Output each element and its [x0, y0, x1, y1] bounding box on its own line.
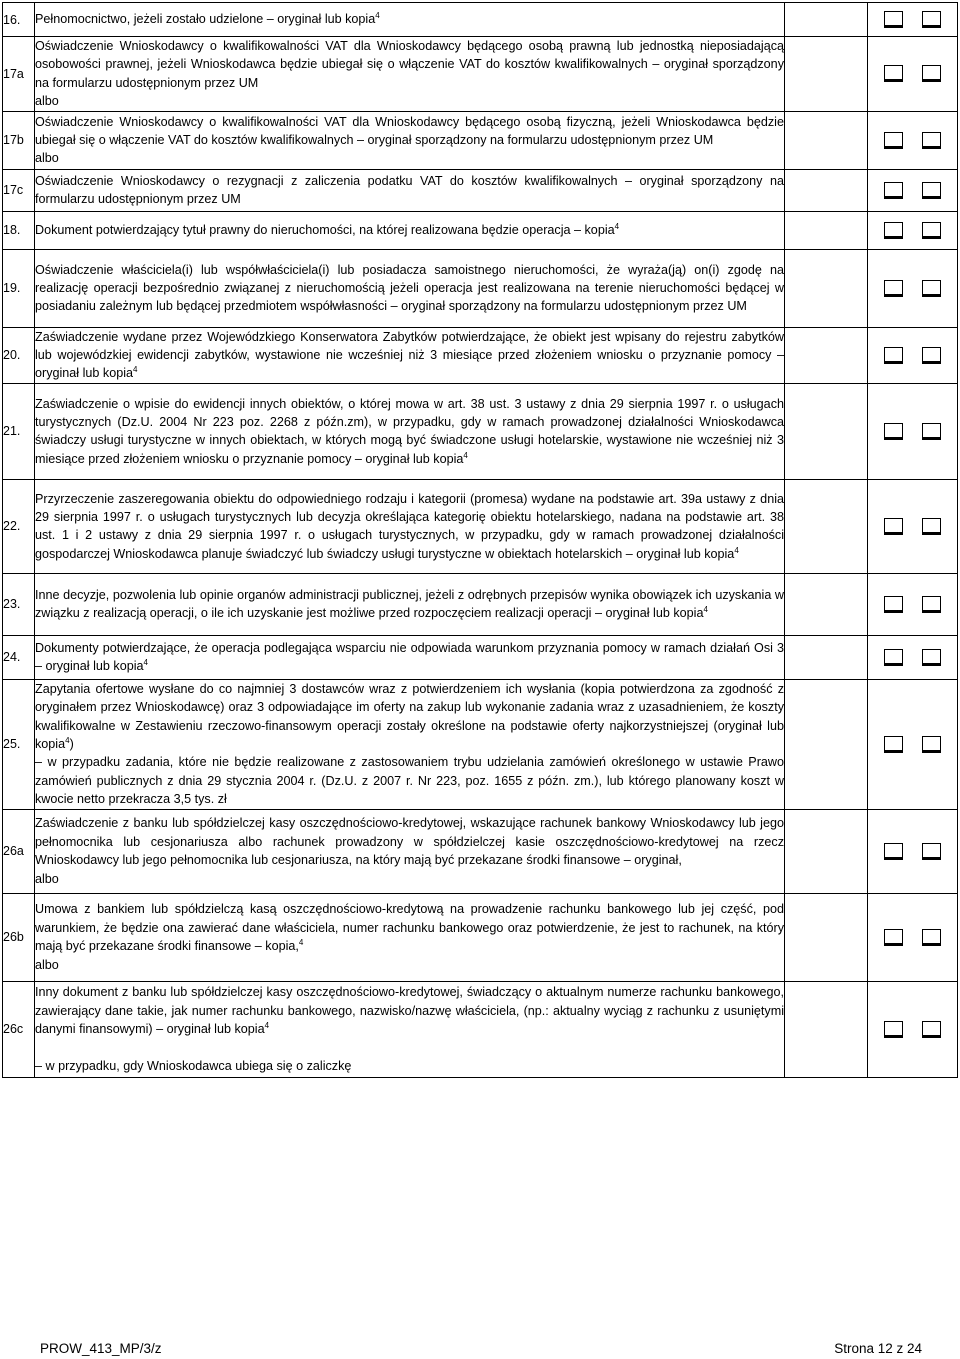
row-description — [35, 635, 785, 679]
checkbox-no[interactable] — [922, 596, 941, 613]
row-number: 18. — [3, 211, 35, 249]
row-paragraph — [35, 261, 784, 316]
checkbox-yes[interactable] — [884, 347, 903, 364]
table-row — [3, 893, 958, 981]
row-description — [35, 211, 785, 249]
checkbox-yes[interactable] — [884, 843, 903, 860]
row-paragraph — [35, 221, 784, 239]
row-number: 24. — [3, 635, 35, 679]
row-paragraph — [35, 753, 784, 808]
checkbox-no[interactable] — [922, 280, 941, 297]
footnote-marker: 4 — [463, 450, 468, 460]
row-description — [35, 383, 785, 479]
row-paragraph — [35, 956, 784, 974]
checkbox-pair — [868, 929, 957, 946]
paragraph-text: Inne decyzje, pozwolenia lub opinie organów administracji publicznej, jeżeli z odrębnych przepisów wynika obowiązek ich uzyskania w związku z realizacją operacji, o ile ich uzyskanie jest możliwe przed rozpoczęciem realizacji operacji – oryginał lub kopia — [35, 587, 784, 621]
table-row — [3, 981, 958, 1077]
checkbox-no[interactable] — [922, 222, 941, 239]
row-description — [35, 37, 785, 112]
checkbox-no[interactable] — [922, 736, 941, 753]
paragraph-text: albo — [35, 94, 59, 109]
paragraph-text: Oświadczenie Wnioskodawcy o rezygnacji z zaliczenia podatku VAT do kosztów kwalifikowalnych – oryginał sporządzony na formularzu udostępnionym przez UM — [35, 173, 784, 207]
table-row — [3, 3, 958, 37]
checkbox-cell — [868, 37, 958, 112]
status-cell — [785, 809, 868, 893]
row-number: 17a — [3, 37, 35, 112]
checkbox-yes[interactable] — [884, 132, 903, 149]
row-number: 19. — [3, 249, 35, 327]
row-number: 16. — [3, 3, 35, 37]
table-row — [3, 37, 958, 112]
footnote-marker: 4 — [65, 735, 70, 745]
row-description — [35, 679, 785, 809]
row-paragraph — [35, 1038, 784, 1056]
row-description — [35, 809, 785, 893]
checkbox-pair — [868, 1021, 957, 1038]
checkbox-cell — [868, 169, 958, 211]
row-number: 26a — [3, 809, 35, 893]
attachments-table-body — [3, 3, 958, 1078]
table-row — [3, 111, 958, 169]
paragraph-text: Zapytania ofertowe wysłane do co najmniej 3 dostawców wraz z potwierdzeniem ich wysłania (kopia potwierdzona za zgodność z oryginałem przez Wnioskodawcę) oraz 3 odpowiadające im oferty na zakup lub wykonanie zadania wraz z uzasadnieniem, że koszty kwalifikowalne w Zestawieniu rzeczowo-finansowym operacji zostały określone na podstawie oferty najkorzystniejszej (oryginał lub kopia — [35, 681, 784, 752]
checkbox-pair — [868, 182, 957, 199]
footer-document-code: PROW_413_MP/3/z — [40, 1341, 162, 1356]
checkbox-cell — [868, 679, 958, 809]
checkbox-no[interactable] — [922, 929, 941, 946]
paragraph-text: Zaświadczenie wydane przez Wojewódzkiego Konserwatora Zabytków potwierdzające, że obiekt jest wpisany do rejestru zabytków lub wojewódzkiej ewidencji zabytków, wystawione nie wcześniej niż 3 miesiące przed złożeniem wniosku o przyznanie pomocy – oryginał lub kopia — [35, 329, 784, 381]
row-number: 22. — [3, 479, 35, 573]
footnote-marker: 4 — [298, 938, 304, 947]
row-paragraph — [35, 983, 784, 1038]
checkbox-no[interactable] — [922, 649, 941, 666]
footer-page-number: Strona 12 z 24 — [834, 1341, 922, 1356]
checkbox-pair — [868, 423, 957, 440]
status-cell — [785, 635, 868, 679]
footnote-marker: 4 — [264, 1020, 270, 1030]
checkbox-cell — [868, 3, 958, 37]
table-row — [3, 169, 958, 211]
row-paragraph — [35, 113, 784, 150]
footnote-marker: 4 — [734, 545, 739, 555]
paragraph-text: Dokument potwierdzający tytuł prawny do nieruchomości, na której realizowana będzie operacja – kopia — [35, 222, 615, 237]
checkbox-cell — [868, 479, 958, 573]
row-paragraph — [35, 328, 784, 383]
checkbox-yes[interactable] — [884, 649, 903, 666]
checkbox-cell — [868, 635, 958, 679]
status-cell — [785, 3, 868, 37]
checkbox-pair — [868, 736, 957, 753]
row-paragraph — [35, 586, 784, 623]
row-paragraph — [35, 10, 784, 28]
checkbox-cell — [868, 211, 958, 249]
row-description — [35, 169, 785, 211]
checkbox-no[interactable] — [922, 843, 941, 860]
checkbox-no[interactable] — [922, 132, 941, 149]
row-number: 23. — [3, 573, 35, 635]
table-row — [3, 383, 958, 479]
checkbox-yes[interactable] — [884, 11, 903, 28]
row-paragraph — [35, 149, 784, 167]
checkbox-yes[interactable] — [884, 736, 903, 753]
paragraph-text: Oświadczenie Wnioskodawcy o kwalifikowalności VAT dla Wnioskodawcy będącego osobą prawną lub jednostką nieposiadającą osobowości prawnej, jeżeli Wnioskodawca będzie ubiegał się o włączenie VAT do kosztów kwalifikowalnych – oryginał sporządzony na formularzu udostępnionym przez UM — [35, 39, 784, 90]
status-cell — [785, 573, 868, 635]
checkbox-yes[interactable] — [884, 222, 903, 239]
attachments-table — [2, 2, 958, 1078]
checkbox-pair — [868, 280, 957, 297]
checkbox-pair — [868, 65, 957, 82]
row-description — [35, 327, 785, 383]
row-paragraph — [35, 490, 784, 564]
row-paragraph — [35, 37, 784, 92]
row-paragraph — [35, 814, 784, 869]
status-cell — [785, 981, 868, 1077]
row-description — [35, 981, 785, 1077]
checkbox-no[interactable] — [922, 65, 941, 82]
status-cell — [785, 327, 868, 383]
paragraph-text: albo — [35, 151, 59, 166]
checkbox-pair — [868, 222, 957, 239]
status-cell — [785, 249, 868, 327]
row-paragraph — [35, 900, 784, 955]
row-paragraph — [35, 92, 784, 110]
footnote-marker: 4 — [133, 365, 138, 375]
table-row — [3, 679, 958, 809]
row-description — [35, 249, 785, 327]
row-paragraph — [35, 639, 784, 676]
checkbox-cell — [868, 981, 958, 1077]
row-description — [35, 111, 785, 169]
footnote-marker: 4 — [614, 221, 620, 231]
checkbox-no[interactable] — [922, 518, 941, 535]
row-number: 26c — [3, 981, 35, 1077]
status-cell — [785, 679, 868, 809]
row-number: 17b — [3, 111, 35, 169]
checkbox-yes[interactable] — [884, 518, 903, 535]
checkbox-no[interactable] — [922, 11, 941, 28]
paragraph-text: Oświadczenie właściciela(i) lub współwłaściciela(i) lub posiadacza samoistnego nieruchomości, że wyraża(ją) on(i) zgodę na realizację operacji bezpośrednio związanej z nieruchomością jeżeli operacja jest realizowana na terenie nieruchomości będącej w posiadaniu zależnym lub będącej przedmiotem współwłasności – oryginał sporządzony na formularzu udostępnionym przez UM — [35, 262, 784, 314]
paragraph-text: – w przypadku, gdy Wnioskodawca ubiega się o zaliczkę — [35, 1058, 352, 1073]
paragraph-text: Zaświadczenie o wpisie do ewidencji innych obiektów, o której mowa w art. 38 ust. 3 ustawy z dnia 29 sierpnia 1997 r. o usługach turystycznych (Dz.U. 2004 Nr 223 poz. 2268 z późn.zm), w przypadku, gdy w ramach prowadzonej działalności Wnioskodawca świadczy usługi turystyczne w innych obiektach, w których mogą być świadczone usługi hotelarskie, wystawione nie wcześniej niż 3 miesiące przed złożeniem wniosku o przyznanie pomocy – oryginał lub kopia — [35, 396, 784, 466]
checkbox-yes[interactable] — [884, 1021, 903, 1038]
row-description — [35, 893, 785, 981]
checkbox-pair — [868, 596, 957, 613]
row-paragraph — [35, 172, 784, 209]
checkbox-yes[interactable] — [884, 182, 903, 199]
checkbox-cell — [868, 573, 958, 635]
checkbox-no[interactable] — [922, 423, 941, 440]
paragraph-text: Umowa z bankiem lub spółdzielczą kasą oszczędnościowo-kredytową na prowadzenie rachunku bankowego lub jej część, pod warunkiem, że będzie ona zawierać dane właściciela, numer rachunku bankowego oraz potwierdzenie, że jest to rachunek, na który mają być przekazane środki finansowe – kopia, — [35, 902, 784, 954]
footnote-marker: 4 — [375, 11, 380, 21]
checkbox-pair — [868, 347, 957, 364]
checkbox-no[interactable] — [922, 1021, 941, 1038]
footnote-marker: 4 — [703, 605, 708, 615]
status-cell — [785, 893, 868, 981]
checkbox-cell — [868, 893, 958, 981]
table-row — [3, 327, 958, 383]
row-paragraph — [35, 1057, 784, 1075]
paragraph-text: Inny dokument z banku lub spółdzielczej kasy oszczędnościowo-kredytowej, świadczący o aktualnym numerze rachunku bankowego, zawierający dane takie, jak numer rachunku bankowego, nazwisko/nazwę właściciela, (np.: aktualny wyciąg z rachunku z usuniętymi danymi finansowymi) – oryginał lub kopia — [35, 985, 784, 1036]
status-cell — [785, 111, 868, 169]
paragraph-text: albo — [35, 871, 59, 886]
row-number: 25. — [3, 679, 35, 809]
checkbox-pair — [868, 518, 957, 535]
paragraph-text: Oświadczenie Wnioskodawcy o kwalifikowalności VAT dla Wnioskodawcy będącego osobą fizyczną, jeżeli Wnioskodawca będzie ubiegał się o włączenie VAT do kosztów kwalifikowalnych – oryginał sporządzony na formularzu udostępnionym przez UM — [35, 114, 784, 147]
table-row — [3, 809, 958, 893]
row-description — [35, 3, 785, 37]
checkbox-yes[interactable] — [884, 280, 903, 297]
status-cell — [785, 37, 868, 112]
status-cell — [785, 383, 868, 479]
paragraph-text: – w przypadku zadania, które nie będzie realizowane z zastosowaniem trybu udzielania zamówień określonego w ustawie Prawo zamówień publicznych z dnia 29 stycznia 2004 r. (Dz.U. z 2007 r. Nr 223, poz. 1655 z późn. zm.), lub którego planowany koszt w kwocie netto przekracza 3,5 tys. zł — [35, 755, 784, 807]
paragraph-text: Dokumenty potwierdzające, że operacja podlegająca wsparciu nie odpowiada warunkom przyznania pomocy w ramach działań Osi 3 – oryginał lub kopia — [35, 640, 784, 674]
table-row — [3, 479, 958, 573]
paragraph-text: Przyrzeczenie zaszeregowania obiektu do odpowiedniego rodzaju i kategorii (promesa) wydane na podstawie art. 39a ustawy z dnia 29 sierpnia 1997 r. o usługach turystycznych lub decyzja określająca kategorię obiektu hotelarskiego, nadana na podstawie art. 38 ust. 1 i 2 ustawy z dnia 29 sierpnia 1997 r. o usługach turystycznych, w przypadku, gdy w ramach prowadzonej działalności gospodarczej Wnioskodawca planuje świadczyć lub świadczy usługi turystyczne w obiektach hotelarskich – oryginał lub kopia — [35, 491, 784, 561]
paragraph-text: Zaświadczenie z banku lub spółdzielczej kasy oszczędnościowo-kredytowej, wskazujące rachunek bankowy Wnioskodawcy lub jego pełnomocnika lub cesjonariusza albo rachunek prowadzony w spółdzielczej kasie oszczędnościowo-kredytowej na rzecz Wnioskodawcy lub jego pełnomocnika lub cesjonariusza, na który mają być przekazane środki finansowe – oryginał, — [35, 816, 784, 868]
checkbox-cell — [868, 383, 958, 479]
row-number: 26b — [3, 893, 35, 981]
table-row — [3, 249, 958, 327]
checkbox-yes[interactable] — [884, 65, 903, 82]
checkbox-cell — [868, 327, 958, 383]
checkbox-no[interactable] — [922, 182, 941, 199]
row-number: 21. — [3, 383, 35, 479]
table-row — [3, 211, 958, 249]
checkbox-cell — [868, 809, 958, 893]
table-row — [3, 635, 958, 679]
checkbox-pair — [868, 843, 957, 860]
checkbox-yes[interactable] — [884, 596, 903, 613]
checkbox-pair — [868, 11, 957, 28]
row-paragraph — [35, 870, 784, 888]
checkbox-cell — [868, 249, 958, 327]
checkbox-pair — [868, 132, 957, 149]
paragraph-text: Pełnomocnictwo, jeżeli zostało udzielone – oryginał lub kopia — [35, 12, 376, 27]
status-cell — [785, 211, 868, 249]
paragraph-text: albo — [35, 957, 59, 972]
status-cell — [785, 169, 868, 211]
footnote-marker: 4 — [143, 658, 148, 668]
table-row — [3, 573, 958, 635]
status-cell — [785, 479, 868, 573]
row-description — [35, 479, 785, 573]
row-paragraph — [35, 395, 784, 469]
checkbox-yes[interactable] — [884, 929, 903, 946]
checkbox-yes[interactable] — [884, 423, 903, 440]
checkbox-pair — [868, 649, 957, 666]
checkbox-no[interactable] — [922, 347, 941, 364]
row-paragraph — [35, 680, 784, 754]
row-number: 20. — [3, 327, 35, 383]
paragraph-text-after: ) — [69, 737, 74, 752]
checkbox-cell — [868, 111, 958, 169]
row-description — [35, 573, 785, 635]
row-number: 17c — [3, 169, 35, 211]
